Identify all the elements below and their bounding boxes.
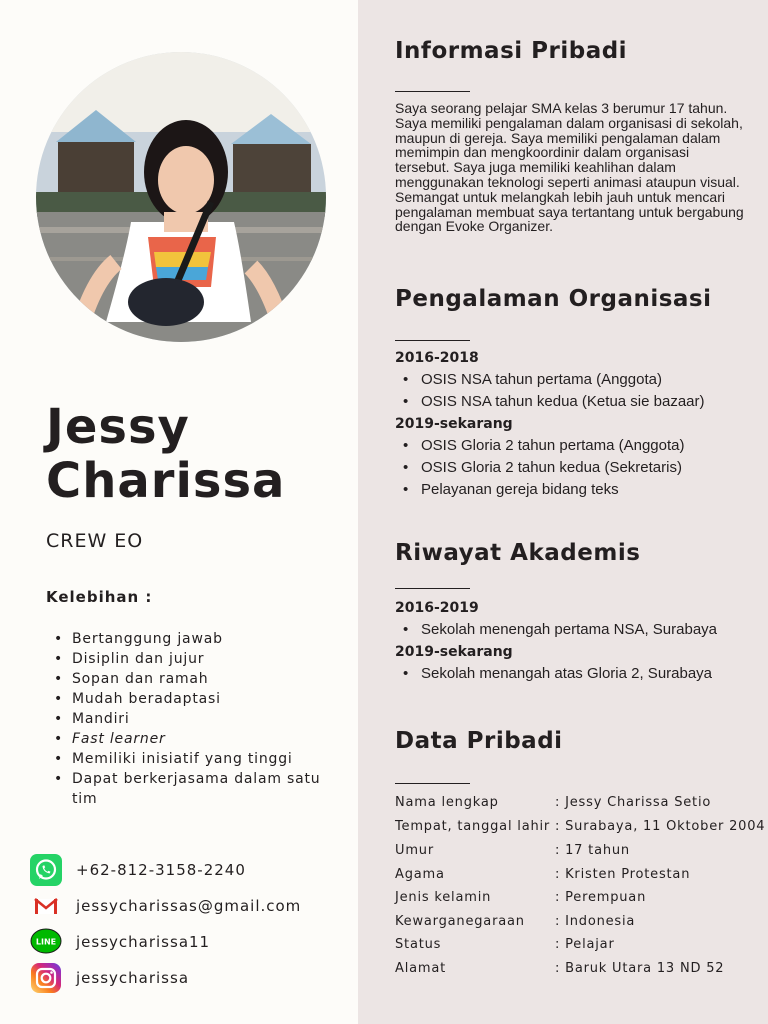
first-name: Jessy [46, 399, 190, 455]
contact-phone[interactable] [30, 854, 350, 886]
data-value: : Baruk Utara 13 ND 52 [555, 961, 725, 976]
instagram-icon [30, 962, 62, 994]
data-value: : Jessy Charissa Setio [555, 795, 712, 810]
data-label: Jenis kelamin [395, 890, 492, 905]
role-title: CREW EO [46, 530, 144, 552]
data-value: : Surabaya, 11 Oktober 2004 [555, 819, 766, 834]
about-text: Saya seorang pelajar SMA kelas 3 berumur 17 tahun. Saya memiliki pengalaman dalam organisasi di sekolah, maupun di gereja. Saya memiliki pengalaman dalam memimpin dan mengkoordinir dalam organisasi tersebut. Saya juga memiliki keahlihan dalam menggunakan teknologi seperti animasi ataupun visual. Semangat untuk melangkah lebih jauh untuk mencari pengalaman membuat saya tertantang untuk bergabung dengan Evoke Organizer. [395, 100, 744, 235]
organisasi-item: • OSIS Gloria 2 tahun pertama (Anggota) [395, 435, 755, 457]
data-row [395, 914, 765, 932]
akademis-list [395, 663, 755, 685]
section-title-informasi: Informasi Pribadi [395, 38, 628, 64]
section-title-data-pribadi: Data Pribadi [395, 728, 563, 754]
data-label: Umur [395, 843, 434, 858]
section-title-akademis: Riwayat Akademis [395, 540, 641, 566]
profile-photo-illustration [36, 52, 326, 342]
contact-line[interactable] [30, 926, 350, 958]
data-label: Nama lengkap [395, 795, 499, 810]
kelebihan-item: • Disiplin dan jujur [46, 649, 336, 669]
profile-photo [36, 52, 326, 342]
kelebihan-item: • Memiliki inisiatif yang tinggi [46, 749, 336, 769]
data-label: Agama [395, 867, 445, 882]
organisasi-list [395, 435, 755, 501]
data-row [395, 890, 765, 908]
organisasi-item: • OSIS Gloria 2 tahun kedua (Sekretaris) [395, 457, 755, 479]
data-label: Status [395, 937, 442, 952]
data-value: : 17 tahun [555, 843, 630, 858]
section-divider [395, 340, 470, 341]
section-divider [395, 783, 470, 784]
akademis-item: • Sekolah menengah pertama NSA, Surabaya [395, 619, 755, 641]
kelebihan-item: • Bertanggung jawab [46, 629, 336, 649]
contact-instagram[interactable] [30, 962, 350, 994]
data-row [395, 961, 765, 979]
line-id: jessycharissa11 [76, 933, 211, 951]
kelebihan-item: • Fast learner [46, 729, 336, 749]
organisasi-list [395, 369, 755, 413]
section-divider [395, 91, 470, 92]
gmail-icon [30, 890, 62, 922]
organisasi-item: • OSIS NSA tahun kedua (Ketua sie bazaar) [395, 391, 755, 413]
instagram-handle: jessycharissa [76, 969, 190, 987]
data-label: Alamat [395, 961, 446, 976]
data-value: : Indonesia [555, 914, 636, 929]
whatsapp-icon [30, 854, 62, 886]
data-label: Tempat, tanggal lahir [395, 819, 551, 834]
organisasi-item: • OSIS NSA tahun pertama (Anggota) [395, 369, 755, 391]
organisasi-period: 2016-2018 [395, 350, 479, 366]
line-icon [30, 926, 62, 958]
data-value: : Kristen Protestan [555, 867, 691, 882]
kelebihan-title: Kelebihan : [46, 588, 153, 606]
email-address: jessycharissas@gmail.com [76, 897, 302, 915]
last-name: Charissa [46, 453, 286, 509]
kelebihan-list [46, 629, 336, 809]
data-value: : Pelajar [555, 937, 615, 952]
contact-email[interactable] [30, 890, 350, 922]
data-row [395, 843, 765, 861]
akademis-list [395, 619, 755, 641]
data-row [395, 795, 765, 813]
data-row [395, 867, 765, 885]
svg-text:LINE: LINE [35, 937, 57, 947]
akademis-period: 2016-2019 [395, 600, 479, 616]
data-label: Kewarganegaraan [395, 914, 525, 929]
akademis-item: • Sekolah menangah atas Gloria 2, Surabaya [395, 663, 755, 685]
section-divider [395, 588, 470, 589]
organisasi-item: • Pelayanan gereja bidang teks [395, 479, 755, 501]
kelebihan-item: • Mandiri [46, 709, 336, 729]
data-row [395, 937, 765, 955]
data-row [395, 819, 765, 837]
data-value: : Perempuan [555, 890, 647, 905]
full-name [46, 400, 285, 508]
phone-number: +62-812-3158-2240 [76, 861, 246, 879]
akademis-period: 2019-sekarang [395, 644, 513, 660]
kelebihan-item: • Mudah beradaptasi [46, 689, 336, 709]
kelebihan-item: • Sopan dan ramah [46, 669, 336, 689]
organisasi-period: 2019-sekarang [395, 416, 513, 432]
kelebihan-item: • Dapat berkerjasama dalam satu tim [46, 769, 336, 809]
section-title-organisasi: Pengalaman Organisasi [395, 286, 712, 312]
